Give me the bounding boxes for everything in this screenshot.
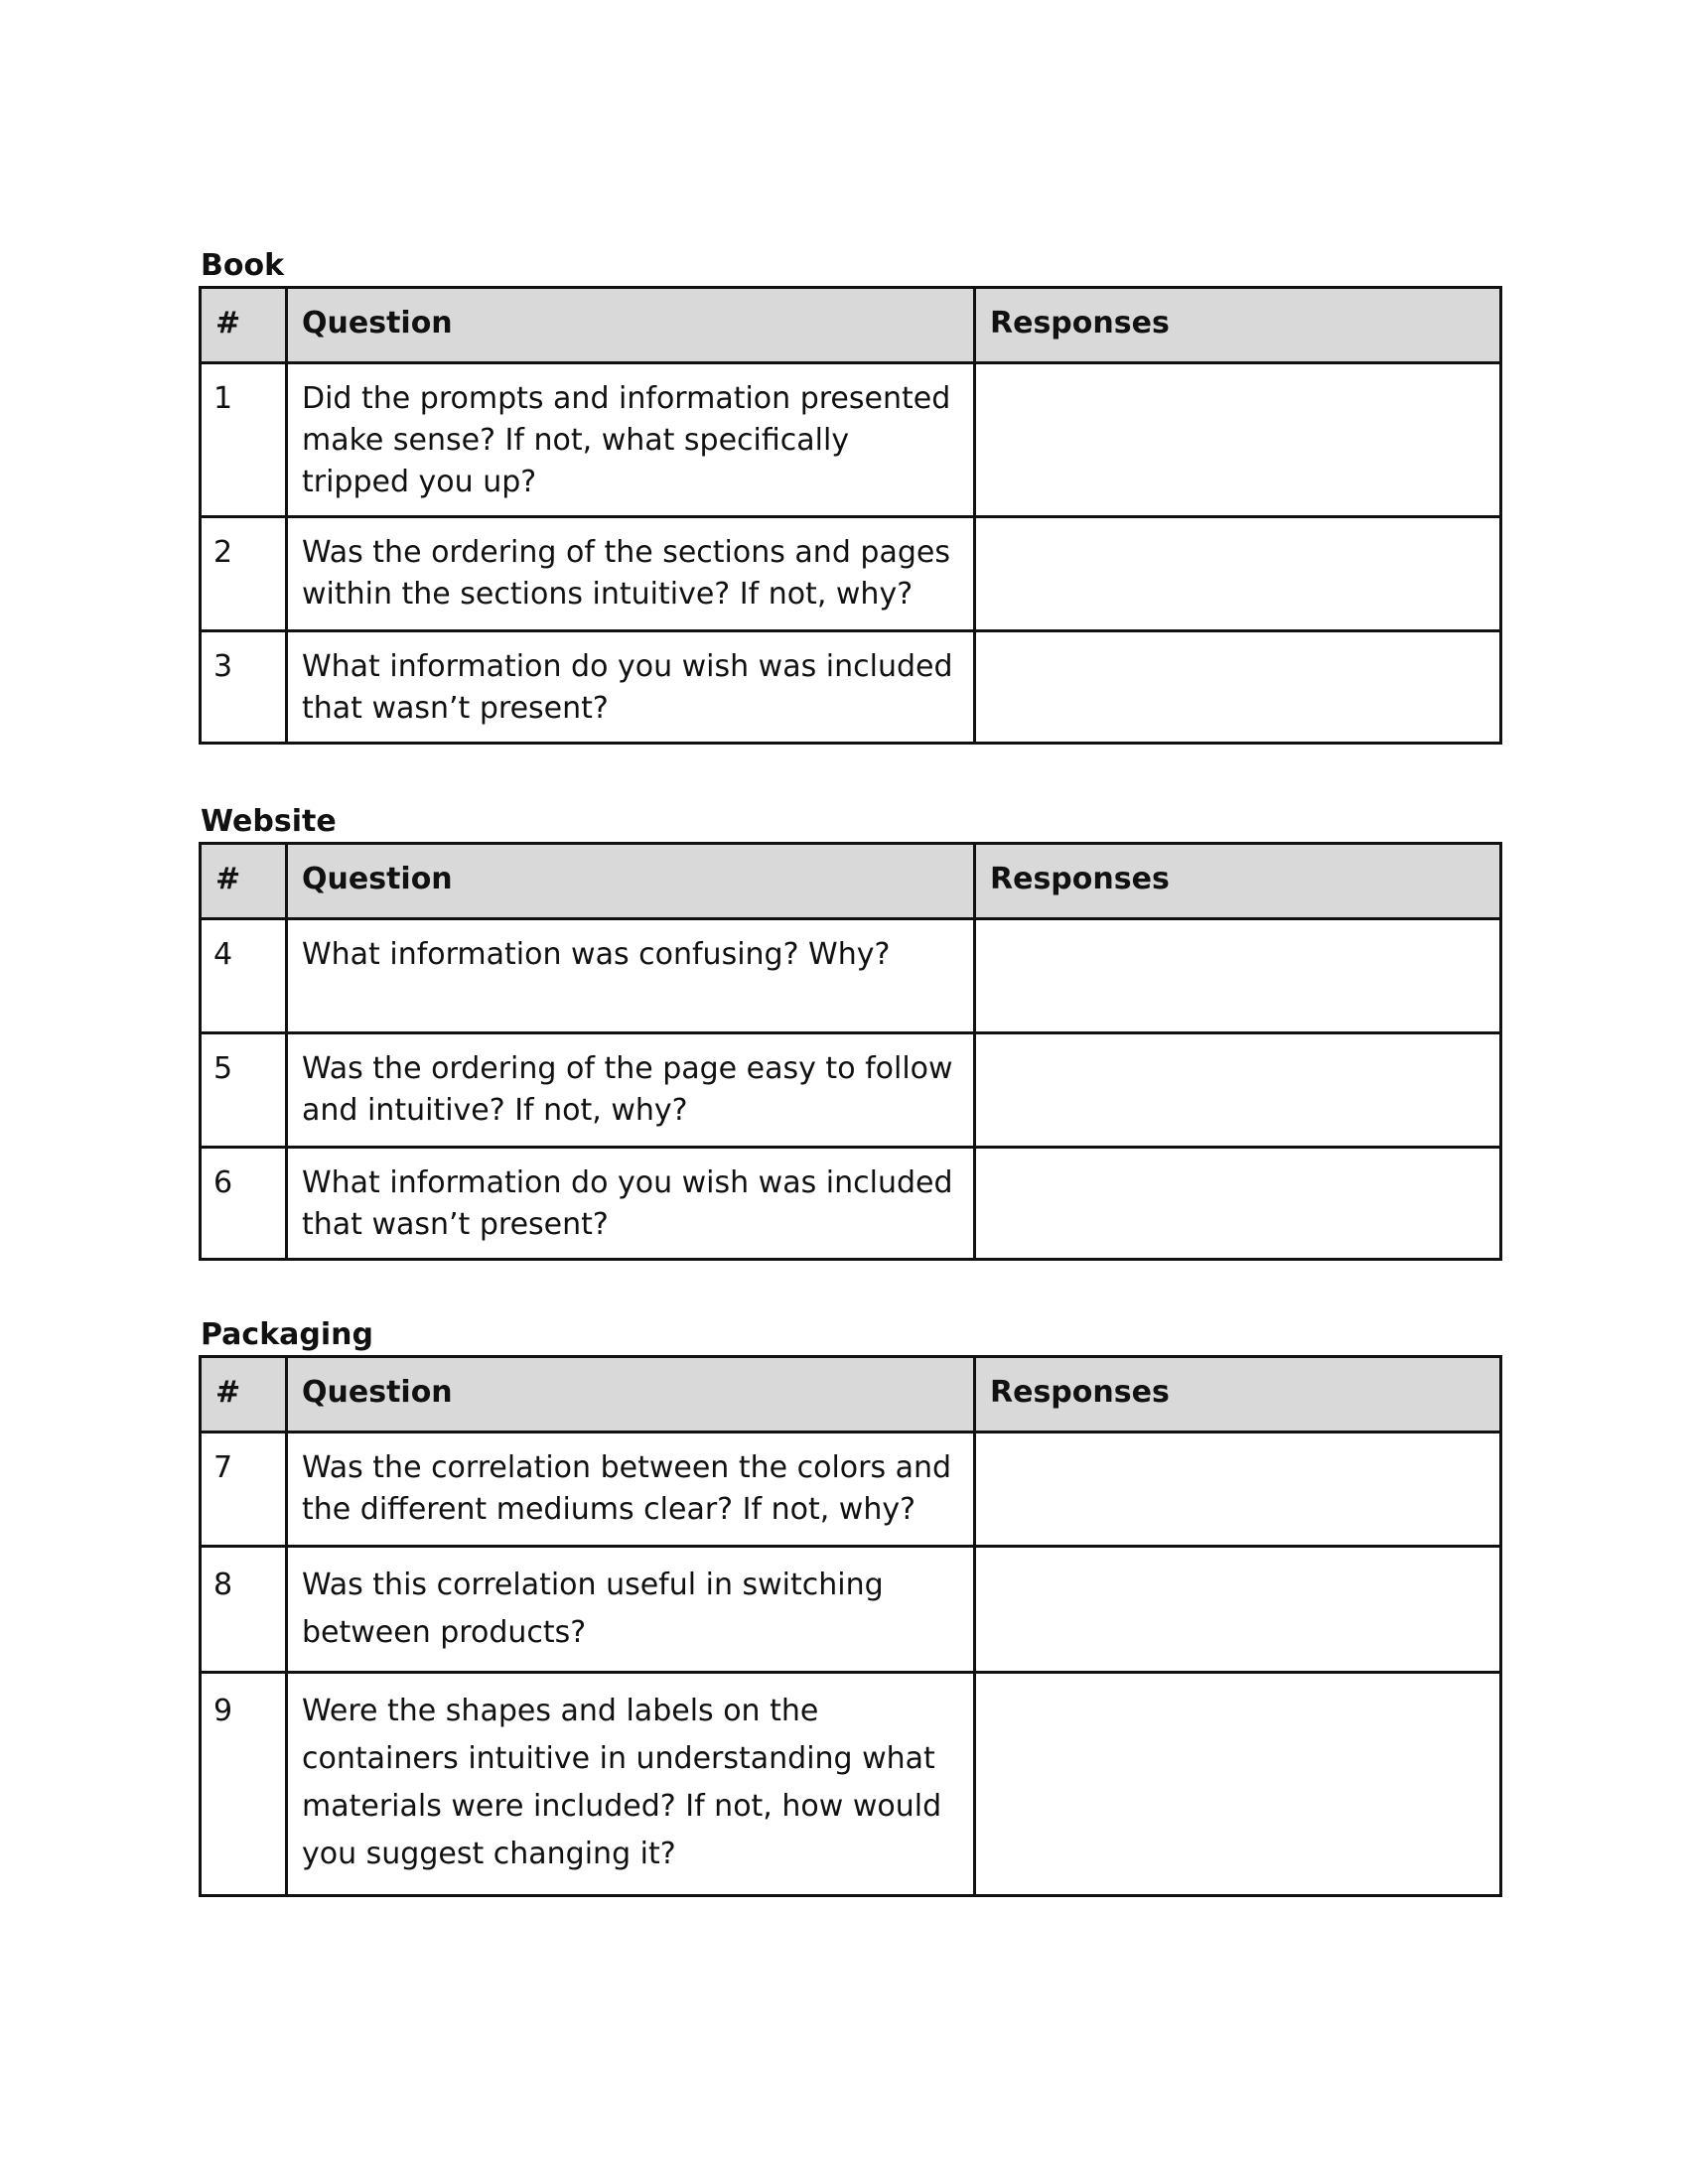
table-row — [201, 919, 1501, 1033]
question-table — [199, 842, 1502, 1261]
question-number: 5 — [201, 1033, 287, 1148]
header-number: # — [201, 288, 287, 363]
question-text: Was the ordering of the page easy to follow and intuitive? If not, why? — [287, 1033, 975, 1148]
response-cell[interactable] — [975, 1547, 1501, 1673]
header-question: Question — [287, 844, 975, 919]
question-text: What information do you wish was included that wasn’t present? — [287, 631, 975, 744]
response-cell[interactable] — [975, 1673, 1501, 1896]
question-number: 3 — [201, 631, 287, 744]
question-text: Was this correlation useful in switching between products? — [287, 1547, 975, 1673]
response-cell[interactable] — [975, 919, 1501, 1033]
table-row — [201, 517, 1501, 631]
question-text: Was the correlation between the colors and the different mediums clear? If not, why? — [287, 1433, 975, 1547]
table-row — [201, 1033, 1501, 1148]
section-book — [199, 246, 1499, 745]
response-cell[interactable] — [975, 517, 1501, 631]
response-cell[interactable] — [975, 1033, 1501, 1148]
header-responses: Responses — [975, 1357, 1501, 1433]
question-number: 1 — [201, 363, 287, 517]
table-header-row — [201, 844, 1501, 919]
table-row — [201, 1547, 1501, 1673]
question-text: Was the ordering of the sections and pages within the sections intuitive? If not, why? — [287, 517, 975, 631]
response-cell[interactable] — [975, 631, 1501, 744]
question-text: Were the shapes and labels on the containers intuitive in understanding what materials were included? If not, how would you suggest changing it? — [287, 1673, 975, 1896]
question-number: 7 — [201, 1433, 287, 1547]
table-header-row — [201, 288, 1501, 363]
section-title: Website — [201, 804, 337, 839]
question-number: 6 — [201, 1148, 287, 1260]
table-row — [201, 631, 1501, 744]
question-text: Did the prompts and information presented make sense? If not, what specifically tripped you up? — [287, 363, 975, 517]
header-number: # — [201, 1357, 287, 1433]
header-responses: Responses — [975, 288, 1501, 363]
question-number: 8 — [201, 1547, 287, 1673]
header-question: Question — [287, 288, 975, 363]
header-question: Question — [287, 1357, 975, 1433]
question-table — [199, 1355, 1502, 1897]
table-row — [201, 363, 1501, 517]
question-text: What information do you wish was included that wasn’t present? — [287, 1148, 975, 1260]
section-website — [199, 802, 1499, 1261]
question-number: 2 — [201, 517, 287, 631]
response-cell[interactable] — [975, 1433, 1501, 1547]
question-number: 4 — [201, 919, 287, 1033]
question-table — [199, 286, 1502, 745]
question-number: 9 — [201, 1673, 287, 1896]
response-cell[interactable] — [975, 1148, 1501, 1260]
header-responses: Responses — [975, 844, 1501, 919]
table-header-row — [201, 1357, 1501, 1433]
section-title: Packaging — [201, 1317, 373, 1352]
table-row — [201, 1433, 1501, 1547]
response-cell[interactable] — [975, 363, 1501, 517]
table-row — [201, 1148, 1501, 1260]
section-title: Book — [201, 248, 285, 283]
section-packaging — [199, 1315, 1499, 1897]
header-number: # — [201, 844, 287, 919]
table-row — [201, 1673, 1501, 1896]
question-text: What information was confusing? Why? — [287, 919, 975, 1033]
